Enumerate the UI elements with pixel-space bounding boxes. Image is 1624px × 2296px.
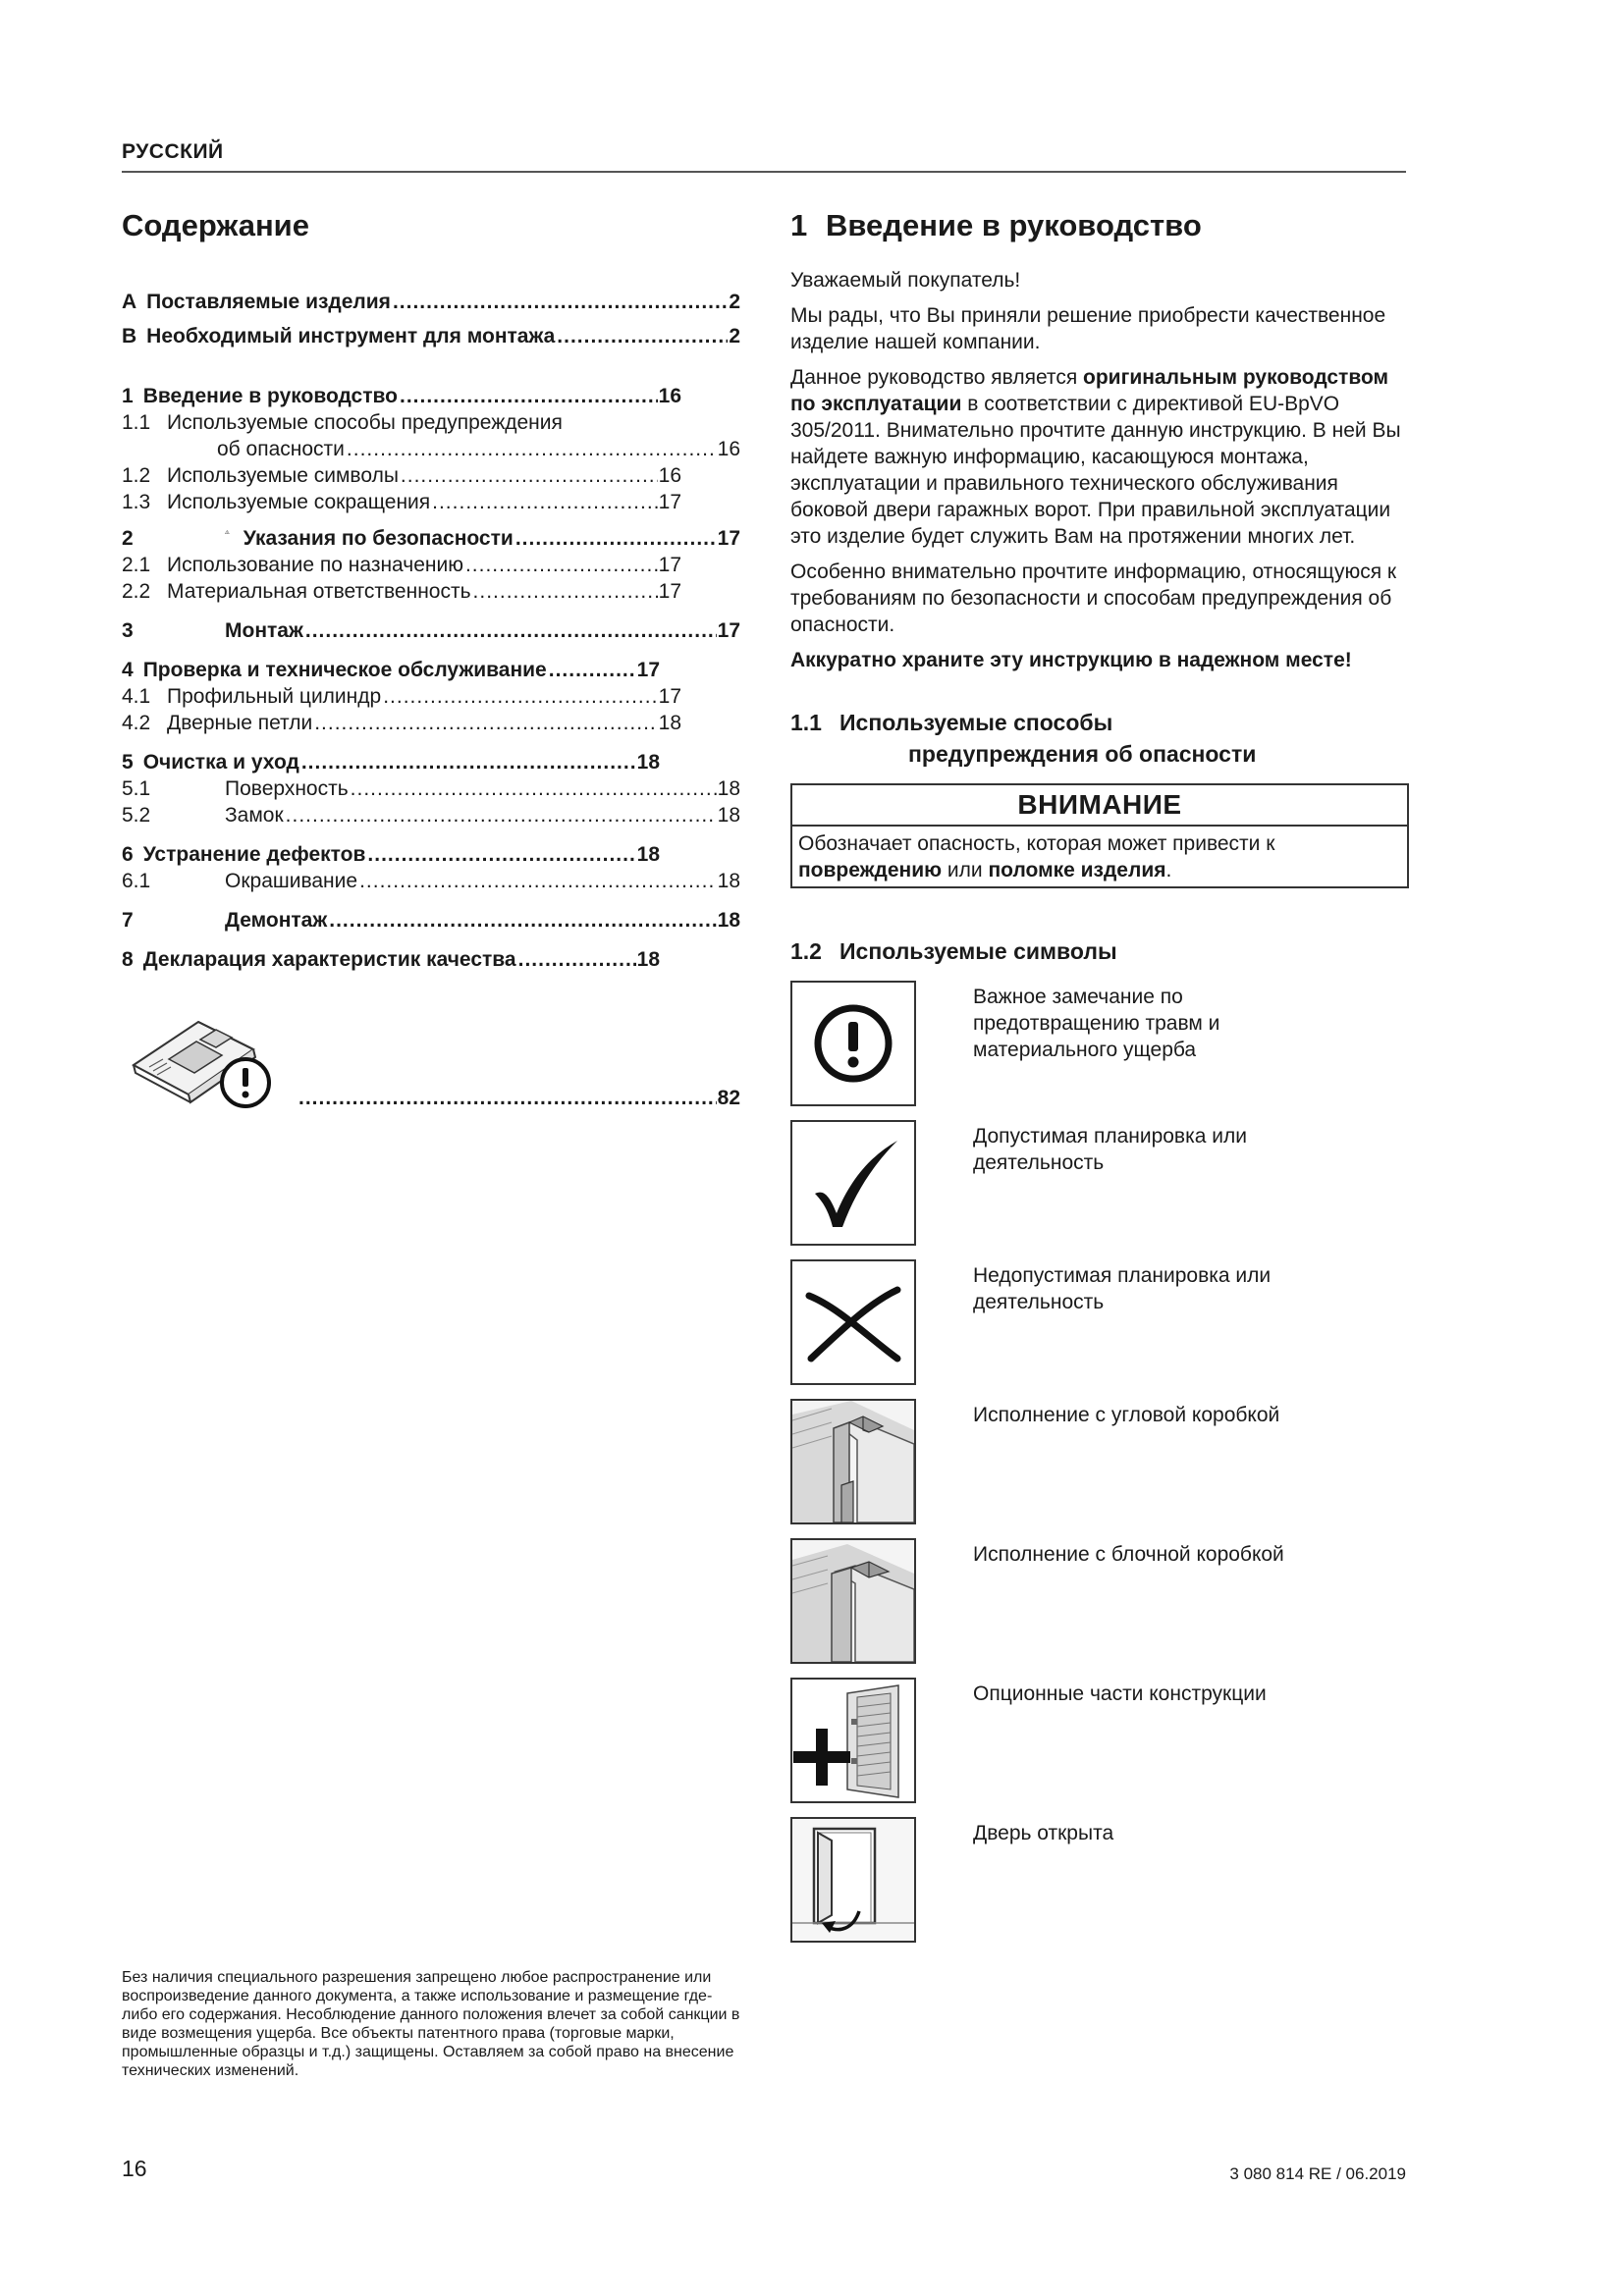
attention-heading: ВНИМАНИЕ <box>792 785 1407 827</box>
toc-item-4-2[interactable]: 4.2 Дверные петли ..... 18 <box>122 710 681 736</box>
legal-notice: Без наличия специального разрешения запрещено любое распространение или воспроизведение данного документа, а также использование и размещение где-либо его содержания. Несоблюдение данного положения влечет за собой санкции в виде возмещения ущерба. Все объекты патентного права (торговые марки, промышленные образцы и т.д.) защищены. Оставляем за собой право на внесение технических изменений. <box>122 1969 740 2079</box>
manual-reference[interactable] <box>122 1014 740 1112</box>
symbol-row <box>790 1399 1409 1538</box>
block-frame-icon <box>790 1538 916 1664</box>
toc-item-3[interactable]: 3 Монтаж ..... 17 <box>122 617 740 644</box>
toc-item-5-2[interactable]: 5.2 Замок ..... 18 <box>122 802 740 828</box>
symbol-description: Допустимая планировка или деятельность <box>973 1125 1247 1174</box>
intro-paragraph-2: Данное руководство является оригинальным руководством по эксплуатации в соответствии с директивой EU-BpVO 305/2011. Внимательно прочтите данную инструкцию. В ней Вы найдете важную информацию, касающуюся монтажа, эксплуатации и правильного технического обслуживания боковой двери гаражных ворот. При правильной эксплуатации это изделие будет служить Вам на протяжении многих лет. <box>790 366 1401 548</box>
greeting: Уважаемый покупатель! <box>790 269 1021 292</box>
page-number: 16 <box>122 2156 147 2181</box>
symbol-description: Дверь открыта <box>973 1822 1114 1844</box>
toc-item-1-1-cont[interactable]: об опасности ..... 16 <box>122 436 740 462</box>
angle-frame-icon <box>790 1399 916 1524</box>
symbol-row <box>790 1120 1409 1259</box>
section-1-heading: 1 Введение в руководство <box>790 208 1202 242</box>
toc-item-2[interactable]: 2 Указания по безопасности ..... 17 <box>122 519 740 552</box>
toc-item-6[interactable]: 6 Устранение дефектов ..... 18 <box>122 841 660 868</box>
symbol-description: Исполнение с угловой коробкой <box>973 1404 1280 1426</box>
symbol-row <box>790 1538 1409 1678</box>
manual-book-warning-icon <box>130 1014 277 1112</box>
toc-item-1-1[interactable]: 1.1 Используемые способы предупреждения <box>122 411 563 434</box>
cross-icon <box>790 1259 916 1385</box>
warning-triangle-icon <box>225 519 230 545</box>
optional-parts-icon <box>790 1678 916 1803</box>
toc-item-4-1[interactable]: 4.1 Профильный цилиндр ..... 17 <box>122 683 681 710</box>
symbol-row <box>790 1817 1409 1956</box>
symbol-description: Важное замечание по предотвращению травм и материального ущерба <box>973 986 1220 1061</box>
toc-item-2-1[interactable]: 2.1 Использование по назначению ..... 17 <box>122 552 681 578</box>
toc-item-2-2[interactable]: 2.2 Материальная ответственность ..... 17 <box>122 578 681 605</box>
toc-item-b[interactable]: B Необходимый инструмент для монтажа ..... 2 <box>122 323 740 349</box>
attention-text: Обозначает опасность, которая может привести к повреждению или поломке изделия. <box>798 832 1275 881</box>
toc-item-1[interactable]: 1 Введение в руководство ..... 16 <box>122 383 681 409</box>
toc-title: Содержание <box>122 208 309 242</box>
intro-paragraph-1: Мы рады, что Вы приняли решение приобрести качественное изделие нашей компании. <box>790 304 1386 353</box>
toc-item-5[interactable]: 5 Очистка и уход ..... 18 <box>122 749 660 775</box>
section-1-1-heading: 1.1 Используемые способы предупреждения об опасности <box>790 710 1257 767</box>
toc-item-1-3[interactable]: 1.3 Используемые сокращения ..... 17 <box>122 489 681 515</box>
symbols-list <box>790 981 1409 1956</box>
checkmark-icon <box>790 1120 916 1246</box>
toc-item-a[interactable]: A Поставляемые изделия ..... 2 <box>122 289 740 315</box>
exclamation-circle-icon <box>790 981 916 1106</box>
toc-item-1-2[interactable]: 1.2 Используемые символы ..... 16 <box>122 462 681 489</box>
manual-reference-line: ..... 82 <box>298 1085 740 1111</box>
toc-item-4[interactable]: 4 Проверка и техническое обслуживание ..... 17 <box>122 657 660 683</box>
symbol-row <box>790 1678 1409 1817</box>
section-1-2-heading: 1.2 Используемые символы <box>790 938 1117 964</box>
intro-paragraph-3: Особенно внимательно прочтите информацию, относящуюся к требованиям по безопасности и способам предупреждения об опасности. <box>790 561 1397 636</box>
intro-paragraph-4: Аккуратно храните эту инструкцию в надежном месте! <box>790 649 1352 671</box>
symbol-row <box>790 981 1409 1120</box>
toc-item-8[interactable]: 8 Декларация характеристик качества ..... 18 <box>122 946 660 973</box>
symbol-description: Исполнение с блочной коробкой <box>973 1543 1284 1566</box>
document-reference: 3 080 814 RE / 06.2019 <box>1229 2164 1406 2183</box>
attention-box <box>790 783 1409 888</box>
toc-item-7[interactable]: 7 Демонтаж ..... 18 <box>122 907 740 934</box>
header-divider <box>122 171 1406 173</box>
toc-item-6-1[interactable]: 6.1 Окрашивание ..... 18 <box>122 868 740 894</box>
symbol-description: Опционные части конструкции <box>973 1682 1267 1705</box>
language-header: РУССКИЙ <box>122 140 224 163</box>
symbol-row <box>790 1259 1409 1399</box>
door-open-icon <box>790 1817 916 1943</box>
symbol-description: Недопустимая планировка или деятельность <box>973 1264 1272 1313</box>
introduction-column <box>790 208 1409 1956</box>
toc-item-5-1[interactable]: 5.1 Поверхность ..... 18 <box>122 775 740 802</box>
table-of-contents <box>122 208 740 1112</box>
